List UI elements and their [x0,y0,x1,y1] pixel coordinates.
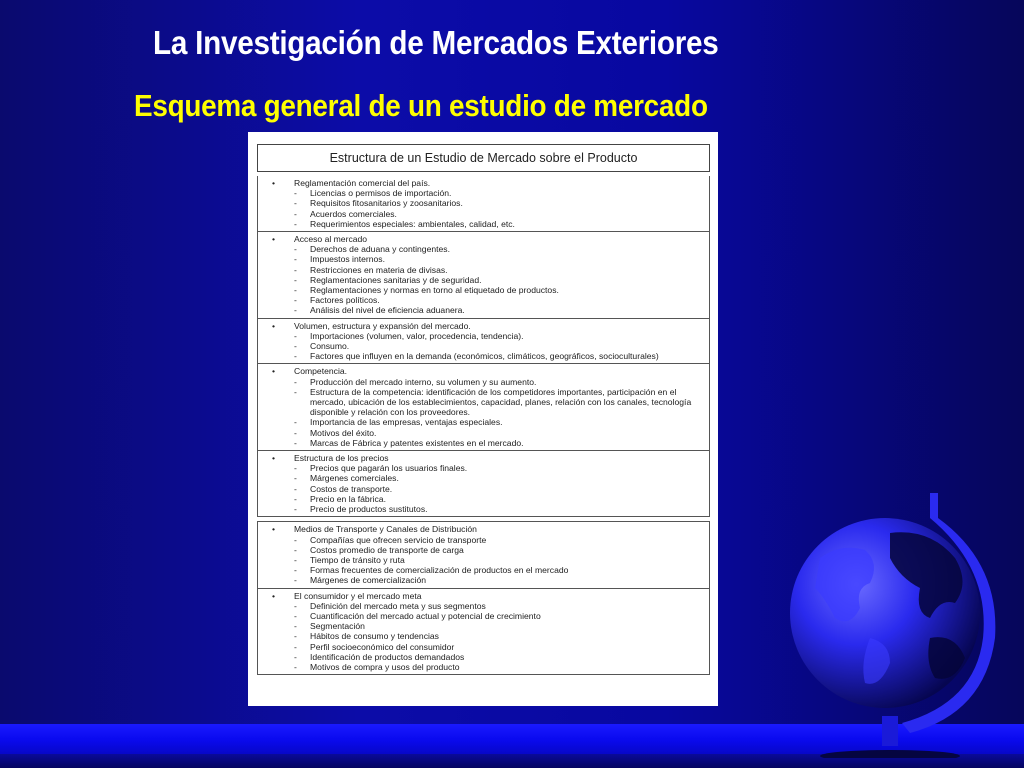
list-item: - Hábitos de consumo y tendencias [272,631,705,641]
section-precios [257,451,710,517]
section-heading: • Reglamentación comercial del país. [272,178,705,188]
document-title: Estructura de un Estudio de Mercado sobre el Producto [257,144,710,172]
list-item: - Definición del mercado meta y sus segmentos [272,601,705,611]
section-consumidor [257,589,710,676]
list-item: - Estructura de la competencia: identificación de los competidores importantes, participación en el mercado, ubicación de los establecimientos, capacidad, planes, relación con los canales, tecnología disponible y relación con los proveedores. [272,387,705,418]
list-item: - Reglamentaciones sanitarias y de seguridad. [272,275,705,285]
list-item: - Perfil socioeconómico del consumidor [272,642,705,652]
list-item: - Precio en la fábrica. [272,494,705,504]
section-transporte [257,521,710,588]
list-item: - Costos de transporte. [272,484,705,494]
section-heading: • El consumidor y el mercado meta [272,591,705,601]
section-heading: • Medios de Transporte y Canales de Distribución [272,524,705,534]
list-item: - Precio de productos sustitutos. [272,504,705,514]
list-item: - Márgenes de comercialización [272,575,705,585]
list-item: - Márgenes comerciales. [272,473,705,483]
list-item: - Importaciones (volumen, valor, procedencia, tendencia). [272,331,705,341]
section-acceso [257,232,710,319]
list-item: - Compañías que ofrecen servicio de transporte [272,535,705,545]
list-item: - Cuantificación del mercado actual y potencial de crecimiento [272,611,705,621]
section-reglamentacion [257,176,710,232]
list-item: - Reglamentaciones y normas en torno al etiquetado de productos. [272,285,705,295]
list-item: - Producción del mercado interno, su volumen y su aumento. [272,377,705,387]
list-item: - Impuestos internos. [272,254,705,264]
list-item: - Requerimientos especiales: ambientales, calidad, etc. [272,219,705,229]
list-item: - Segmentación [272,621,705,631]
list-item: - Formas frecuentes de comercialización de productos en el mercado [272,565,705,575]
list-item: - Factores que influyen en la demanda (económicos, climáticos, geográficos, socioculturales) [272,351,705,361]
list-item: - Importancia de las empresas, ventajas especiales. [272,417,705,427]
list-item: - Costos promedio de transporte de carga [272,545,705,555]
section-heading: • Volumen, estructura y expansión del mercado. [272,321,705,331]
list-item: - Restricciones en materia de divisas. [272,265,705,275]
section-competencia [257,364,710,451]
section-heading: • Competencia. [272,366,705,376]
list-item: - Marcas de Fábrica y patentes existentes en el mercado. [272,438,705,448]
list-item: - Derechos de aduana y contingentes. [272,244,705,254]
section-volumen [257,319,710,365]
globe-icon [780,488,1020,758]
list-item: - Identificación de productos demandados [272,652,705,662]
section-heading: • Estructura de los precios [272,453,705,463]
list-item: - Acuerdos comerciales. [272,209,705,219]
list-item: - Factores políticos. [272,295,705,305]
list-item: - Consumo. [272,341,705,351]
section-heading: • Acceso al mercado [272,234,705,244]
slide-title: La Investigación de Mercados Exteriores [153,24,719,61]
list-item: - Motivos del éxito. [272,428,705,438]
list-item: - Análisis del nivel de eficiencia aduanera. [272,305,705,315]
list-item: - Motivos de compra y usos del producto [272,662,705,672]
slide-subtitle: Esquema general de un estudio de mercado [134,88,708,123]
list-item: - Requisitos fitosanitarios y zoosanitarios. [272,198,705,208]
list-item: - Tiempo de tránsito y ruta [272,555,705,565]
list-item: - Precios que pagarán los usuarios finales. [272,463,705,473]
list-item: - Licencias o permisos de importación. [272,188,705,198]
document-image [248,132,718,706]
